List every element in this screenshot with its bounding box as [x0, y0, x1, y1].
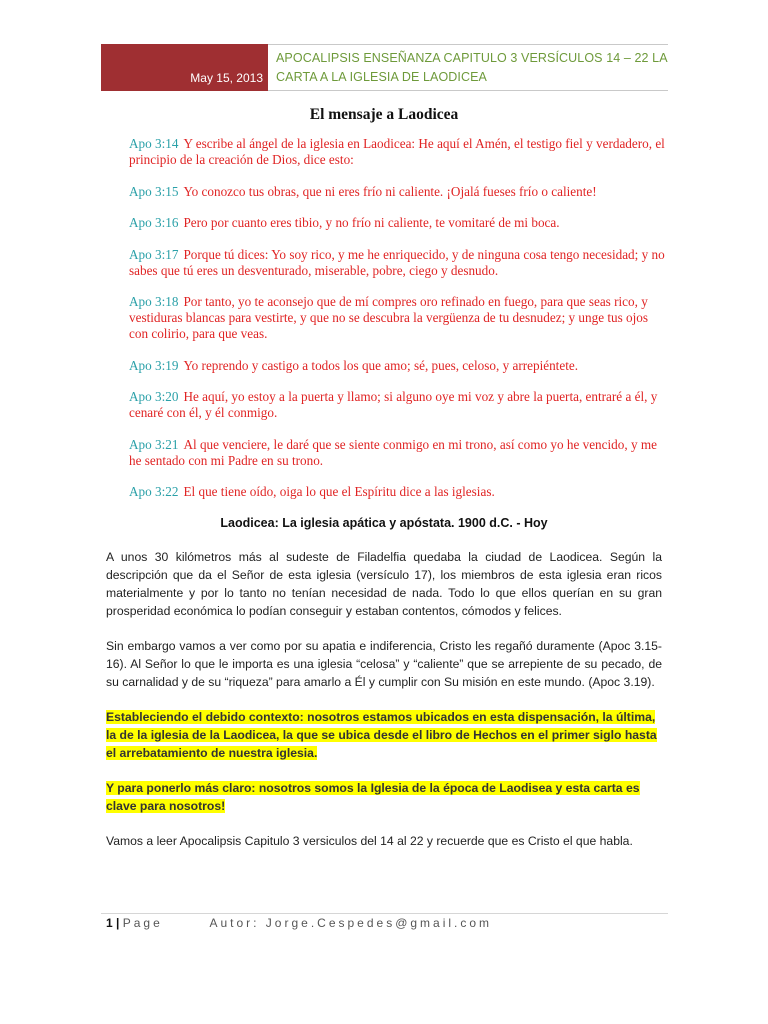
verse-text: Pero por cuanto eres tibio, y no frío ni caliente, te vomitaré de mi boca. [183, 215, 560, 230]
verse-list [129, 136, 669, 516]
page-label: Page [122, 916, 163, 930]
verse-text: Por tanto, yo te aconsejo que de mí compres oro refinado en fuego, para que seas rico, y vestiduras blancas para vestirte, y que no se descubra la vergüenza de tu desnudez; y unge tus ojos con colirio, para que veas. [129, 294, 649, 341]
verse-text: Y escribe al ángel de la iglesia en Laodicea: He aquí el Amén, el testigo fiel y verdadero, el principio de la creación de Dios, dice esto: [129, 136, 665, 167]
body-text [106, 548, 662, 867]
verse-reference: Apo 3:19 [129, 357, 179, 373]
verse-text: He aquí, yo estoy a la puerta y llamo; si alguno oye mi voz y abre la puerta, entraré a él, y cenaré con él, y él conmigo. [129, 389, 658, 420]
footer-separator: | [116, 916, 120, 930]
header-title [268, 44, 668, 91]
verse [129, 215, 669, 231]
verse [129, 437, 669, 469]
verse [129, 294, 669, 342]
verse-reference: Apo 3:20 [129, 389, 179, 404]
verse-reference: Apo 3:21 [129, 436, 179, 452]
verse [129, 247, 669, 279]
verse [129, 484, 669, 500]
author-credit: Autor: Jorge.Cespedes@gmail.com [209, 916, 493, 930]
header-title-line-1: APOCALIPSIS ENSEÑANZA CAPITULO 3 VERSÍCULOS 14 – 22 LA [276, 51, 668, 65]
header-title-line-2: CARTA A LA IGLESIA DE LAODICEA [276, 70, 487, 84]
verse-reference: Apo 3:14 [129, 136, 179, 151]
verse-reference: Apo 3:15 [129, 183, 179, 199]
verse-reference: Apo 3:22 [129, 484, 179, 499]
footer-divider [101, 913, 668, 914]
verse-text: Porque tú dices: Yo soy rico, y me he enriquecido, y de ninguna cosa tengo necesidad; y no sabes que tú eres un desventurado, miserable, pobre, ciego y desnudo. [129, 246, 665, 278]
verse-reference: Apo 3:18 [129, 294, 179, 309]
paragraph-rebuke: Sin embargo vamos a ver como por su apatia e indiferencia, Cristo les regañó duramente (Apoc 3.15-16). Al Señor lo que le importa es una iglesia “celosa” y “caliente” que se arrepiente de su pecado, de su carnalidad y de su “riqueza” para amarlo a Él y cumplir con Su misión en este mundo. (Apoc 3.19). [106, 639, 662, 689]
header-date-box [101, 44, 268, 91]
document-title: El mensaje a Laodicea [309, 106, 459, 123]
verse-text: Yo conozco tus obras, que ni eres frío ni caliente. ¡Ojalá fueses frío o caliente! [183, 183, 597, 199]
verse-text: Al que venciere, le daré que se siente conmigo en mi trono, así como yo he vencido, y me he sentado con mi Padre en su trono. [129, 436, 657, 468]
highlight-text: Estableciendo el debido contexto: nosotros estamos ubicados en esta dispensación, la última, la de la iglesia de la Laodicea, la que se ubica desde el libro de Hechos en el primer siglo hasta el arrebatamiento de nuestra iglesia. [106, 710, 657, 760]
verse-reference: Apo 3:16 [129, 215, 179, 230]
section-heading: Laodicea: La iglesia apática y apóstata. 1900 d.C. - Hoy [220, 516, 548, 530]
page-footer [106, 916, 492, 930]
paragraph-instruction: Vamos a leer Apocalipsis Capitulo 3 versiculos del 14 al 22 y recuerde que es Cristo el que habla. [106, 834, 633, 848]
verse [129, 184, 669, 200]
verse [129, 136, 669, 168]
paragraph-intro: A unos 30 kilómetros más al sudeste de Filadelfia quedaba la ciudad de Laodicea. Según la descripción que da el Señor de esta iglesia (versículo 17), los miembros de esta iglesia eran ricos materialmente y por lo tanto no tenían necesidad de nada. Todo lo que ellos querían en su gran prosperidad económica lo podían conseguir y estaban contentos, cómodos y felices. [106, 550, 662, 618]
verse-text: Yo reprendo y castigo a todos los que amo; sé, pues, celoso, y arrepiéntete. [183, 357, 579, 373]
highlighted-paragraph-context [106, 708, 662, 762]
header-date: May 15, 2013 [190, 71, 263, 85]
highlighted-paragraph-clarification [106, 779, 662, 815]
verse-reference: Apo 3:17 [129, 246, 179, 262]
verse [129, 358, 669, 374]
highlight-text: Y para ponerlo más claro: nosotros somos la Iglesia de la época de Laodisea y esta carta es clave para nosotros! [106, 781, 640, 813]
page-number: 1 [106, 916, 113, 930]
verse-text: El que tiene oído, oiga lo que el Espíritu dice a las iglesias. [183, 484, 495, 499]
verse [129, 389, 669, 421]
